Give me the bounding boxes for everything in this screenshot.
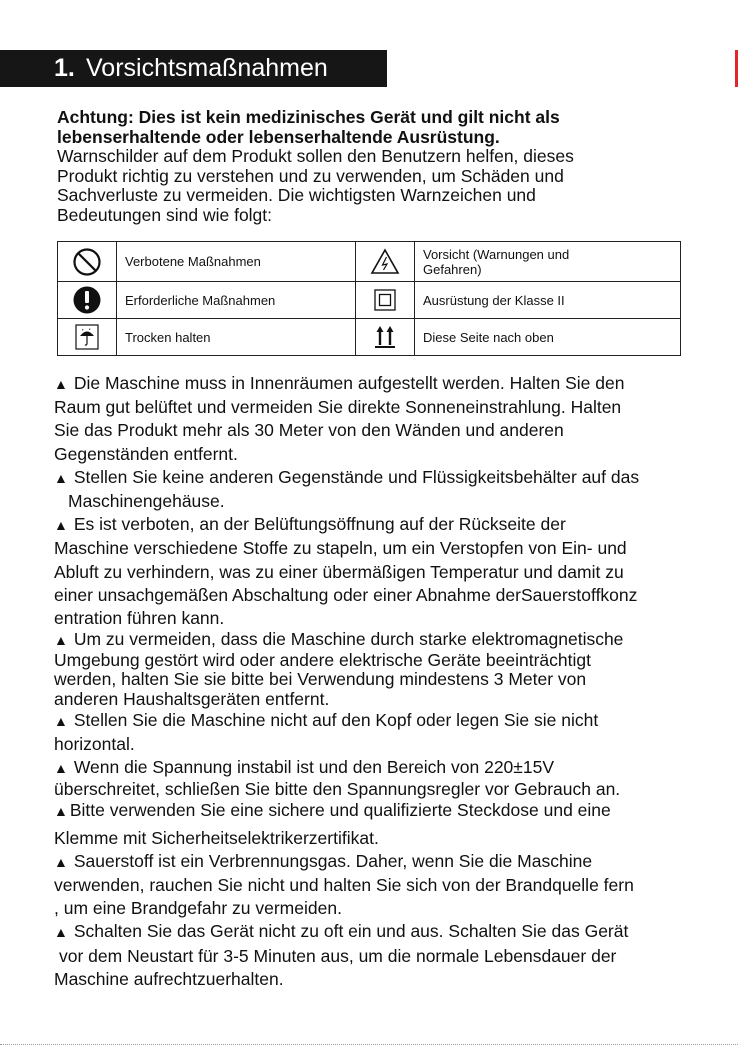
list-item-cont: Maschine verschiedene Stoffe zu stapeln, um ein Verstopfen von Ein- und — [54, 538, 627, 559]
warning-line-1: Achtung: Dies ist kein medizinisches Gerät und gilt nicht als — [57, 107, 560, 127]
list-item-cont: Klemme mit Sicherheitselektrikerzertifikat. — [54, 827, 379, 848]
list-item-cont: Maschinengehäuse. — [68, 491, 225, 512]
section-number: 1. — [54, 54, 75, 82]
list-item-cont: Gegenständen entfernt. — [54, 443, 238, 464]
warning-line-2: lebenserhaltende oder lebenserhaltende Ausrüstung. — [57, 126, 500, 147]
list-item — [54, 709, 704, 733]
list-item-text: Sauerstoff ist ein Verbrennungsgas. Daher, wenn Sie die Maschine — [73, 850, 593, 871]
bullet-marker: ▲ — [54, 713, 68, 730]
bullet-marker: ▲ — [54, 632, 68, 649]
section-title: Vorsichtsmaßnahmen — [86, 54, 328, 82]
symbol-cell — [356, 282, 415, 319]
section-title-bar — [0, 50, 387, 87]
symbol-cell — [58, 242, 117, 282]
intro-line-4: Bedeutungen sind wie folgt: — [57, 204, 273, 225]
list-item-text: Stellen Sie keine anderen Gegenstände und Flüssigkeitsbehälter auf das — [73, 466, 640, 487]
list-item-cont: überschreitet, schließen Sie bitte den Spannungsregler vor Gebrauch an. — [54, 778, 621, 799]
list-item-cont: verwenden, rauchen Sie nicht und halten Sie sich von der Brandquelle fern — [54, 875, 634, 896]
symbol-label: Diese Seite nach oben — [415, 319, 681, 356]
symbol-row — [58, 242, 681, 282]
list-item-cont: Maschine aufrechtzuerhalten. — [54, 968, 284, 989]
list-item-text: Die Maschine muss in Innenräumen aufgestellt werden. Halten Sie den — [73, 373, 625, 393]
bullet-marker: ▲ — [54, 759, 68, 776]
list-item — [54, 850, 704, 874]
list-item — [54, 466, 704, 490]
symbol-cell — [356, 242, 415, 282]
bullet-marker: ▲ — [54, 802, 68, 819]
list-item-cont: vor dem Neustart für 3-5 Minuten aus, um die normale Lebensdauer der — [59, 945, 617, 966]
symbol-cell — [58, 319, 117, 356]
list-item-text: Schalten Sie das Gerät nicht zu oft ein und aus. Schalten Sie das Gerät — [73, 921, 629, 942]
symbol-cell — [356, 319, 415, 356]
precaution-list — [54, 372, 704, 991]
electric-warning-icon — [370, 248, 400, 275]
list-item — [54, 372, 704, 396]
list-item-cont: Raum gut belüftet und vermeiden Sie direkte Sonneneinstrahlung. Halten — [54, 397, 622, 418]
symbol-label — [415, 242, 681, 282]
bullet-marker: ▲ — [54, 853, 68, 870]
bullet-marker: ▲ — [54, 376, 68, 392]
list-item-text: Es ist verboten, an der Belüftungsöffnung auf der Rückseite der — [73, 514, 566, 535]
symbol-label: Erforderliche Maßnahmen — [117, 282, 356, 319]
list-item-cont: horizontal. — [54, 734, 135, 755]
list-item-cont: anderen Haushaltsgeräten entfernt. — [54, 688, 330, 709]
bullet-marker: ▲ — [54, 469, 68, 486]
bullet-marker: ▲ — [54, 517, 68, 534]
list-item-text: Bitte verwenden Sie eine sichere und qualifizierte Steckdose und eine — [69, 799, 611, 820]
intro-line-3: Sachverluste zu vermeiden. Die wichtigsten Warnzeichen und — [57, 185, 536, 205]
list-item-cont: Umgebung gestört wird oder andere elektrische Geräte beeinträchtigt — [54, 649, 591, 670]
list-item — [54, 757, 704, 779]
this-way-up-icon — [372, 325, 398, 349]
list-item-cont: entration führen kann. — [54, 608, 225, 629]
list-item-cont: einer unsachgemäßen Abschaltung oder einer Abnahme derSauerstoffkonz — [54, 584, 638, 605]
intro-line-2: Produkt richtig zu verstehen und zu verwenden, um Schäden und — [57, 165, 564, 186]
list-item — [54, 513, 704, 537]
symbol-label: Trocken halten — [117, 319, 356, 356]
list-item-cont: , um eine Brandgefahr zu vermeiden. — [54, 898, 342, 919]
list-item — [54, 630, 704, 651]
intro-line-1: Warnschilder auf dem Produkt sollen den Benutzern helfen, dieses — [57, 146, 574, 166]
class-ii-equipment-icon — [374, 289, 396, 311]
prohibition-icon — [72, 247, 102, 277]
symbol-table — [57, 241, 681, 356]
mandatory-exclamation-icon — [72, 285, 102, 315]
list-item-text: Wenn die Spannung instabil ist und den Bereich von 220±15V — [73, 756, 555, 777]
symbol-row — [58, 319, 681, 356]
symbol-cell — [58, 282, 117, 319]
symbol-label: Verbotene Maßnahmen — [117, 242, 356, 282]
bullet-marker: ▲ — [54, 924, 68, 941]
list-item-group — [54, 630, 704, 709]
list-item — [54, 920, 704, 944]
list-item — [54, 800, 704, 822]
list-item-text: Stellen Sie die Maschine nicht auf den Kopf oder legen Sie sie nicht — [73, 710, 599, 731]
keep-dry-umbrella-icon — [75, 324, 99, 350]
list-item-cont: Sie das Produkt mehr als 30 Meter von den Wänden und anderen — [54, 420, 564, 441]
symbol-label: Ausrüstung der Klasse II — [415, 282, 681, 319]
symbol-label-line-1: Vorsicht (Warnungen und — [423, 246, 570, 262]
symbol-row — [58, 282, 681, 319]
symbol-label-line-2: Gefahren) — [423, 261, 482, 277]
intro-block — [57, 108, 697, 225]
list-item-group — [54, 757, 704, 822]
list-item-cont: werden, halten Sie sie bitte bei Verwendung mindestens 3 Meter von — [54, 669, 587, 690]
list-item-text: Um zu vermeiden, dass die Maschine durch starke elektromagnetische — [73, 629, 624, 650]
list-item-cont: Abluft zu verhindern, was zu einer übermäßigen Temperatur und damit zu — [54, 561, 624, 582]
